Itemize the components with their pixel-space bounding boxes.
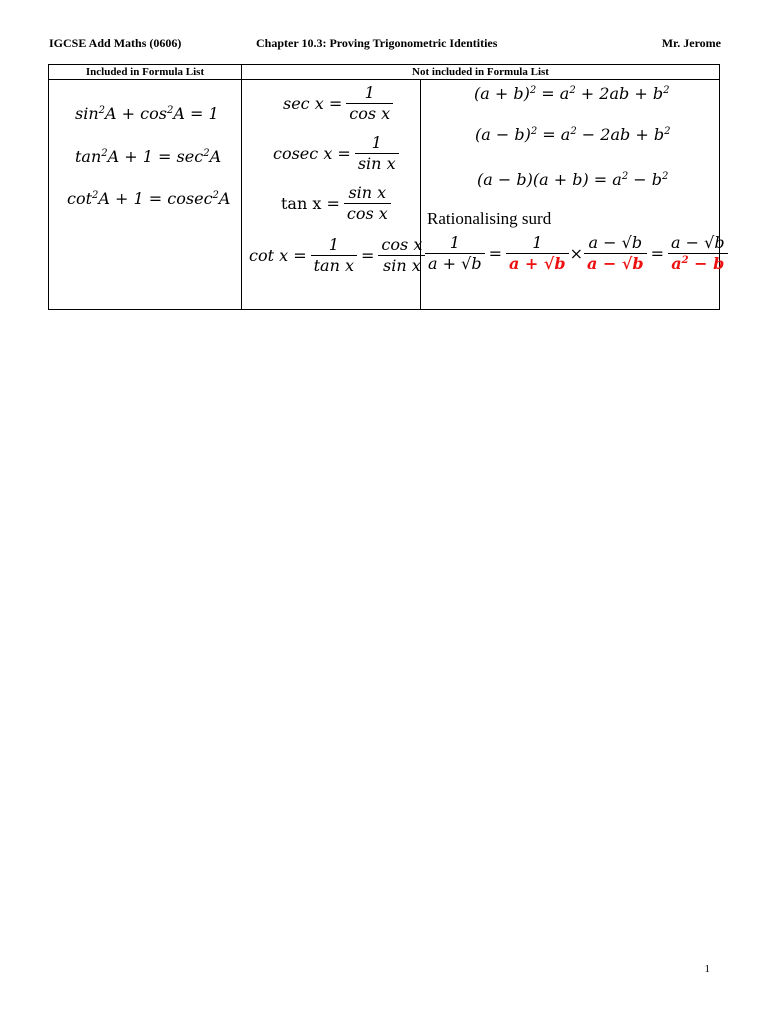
formula-sec: sec x = $\frac{1}{\text{cos x}}$ [279,83,393,124]
header-chapter: Chapter 10.3: Proving Trigonometric Identities [256,36,498,50]
formula-tan: tan x = $\frac{\text{sin x}}{\text{cos x}}$ [277,183,391,224]
rationalising-surd-formula: $\frac{1}{a + √b}$ = $\frac{1}{a + √b}$ × $\frac{a - √b}{a - √b}$ = $\frac{a - √b}{a^2 - b}$ [425,233,728,274]
col-header-not-included: Not included in Formula List [412,66,549,78]
formula-table [48,64,725,310]
difference-of-squares: $(a - b)(a + b) = a^2 - b^2$ [477,170,669,189]
header-course: IGCSE Add Maths (0606) [49,36,182,50]
header-divider [49,79,719,80]
expansion-square-sum: $(a + b)^2 = a^2 + 2ab + b^2$ [474,84,670,103]
rationalising-surd-label: Rationalising surd [427,209,552,228]
expansion-square-difference: $(a - b)^2 = a^2 - 2ab + b^2$ [475,125,671,144]
col-header-included: Included in Formula List [85,66,205,78]
column-divider-1 [241,65,242,309]
header-author: Mr. Jerome [661,36,721,50]
formula-cot: cot x = $\frac{1}{\text{tan x}}$ = $\frac{\text{cos x}}{\text{sin x}}$ [245,235,425,276]
page-number: 1 [704,963,710,975]
formula-cosec: cosec x = $\frac{1}{\text{sin x}}$ [269,133,399,174]
identity-cot-cosec: $\cot^2A + 1 = cosec^2A$ [67,189,231,208]
identity-pythagorean: $\sin^2A + \cos^2A = 1$ [75,104,219,123]
identity-tan-sec: $\tan^2A + 1 = \sec^2A$ [75,147,222,166]
